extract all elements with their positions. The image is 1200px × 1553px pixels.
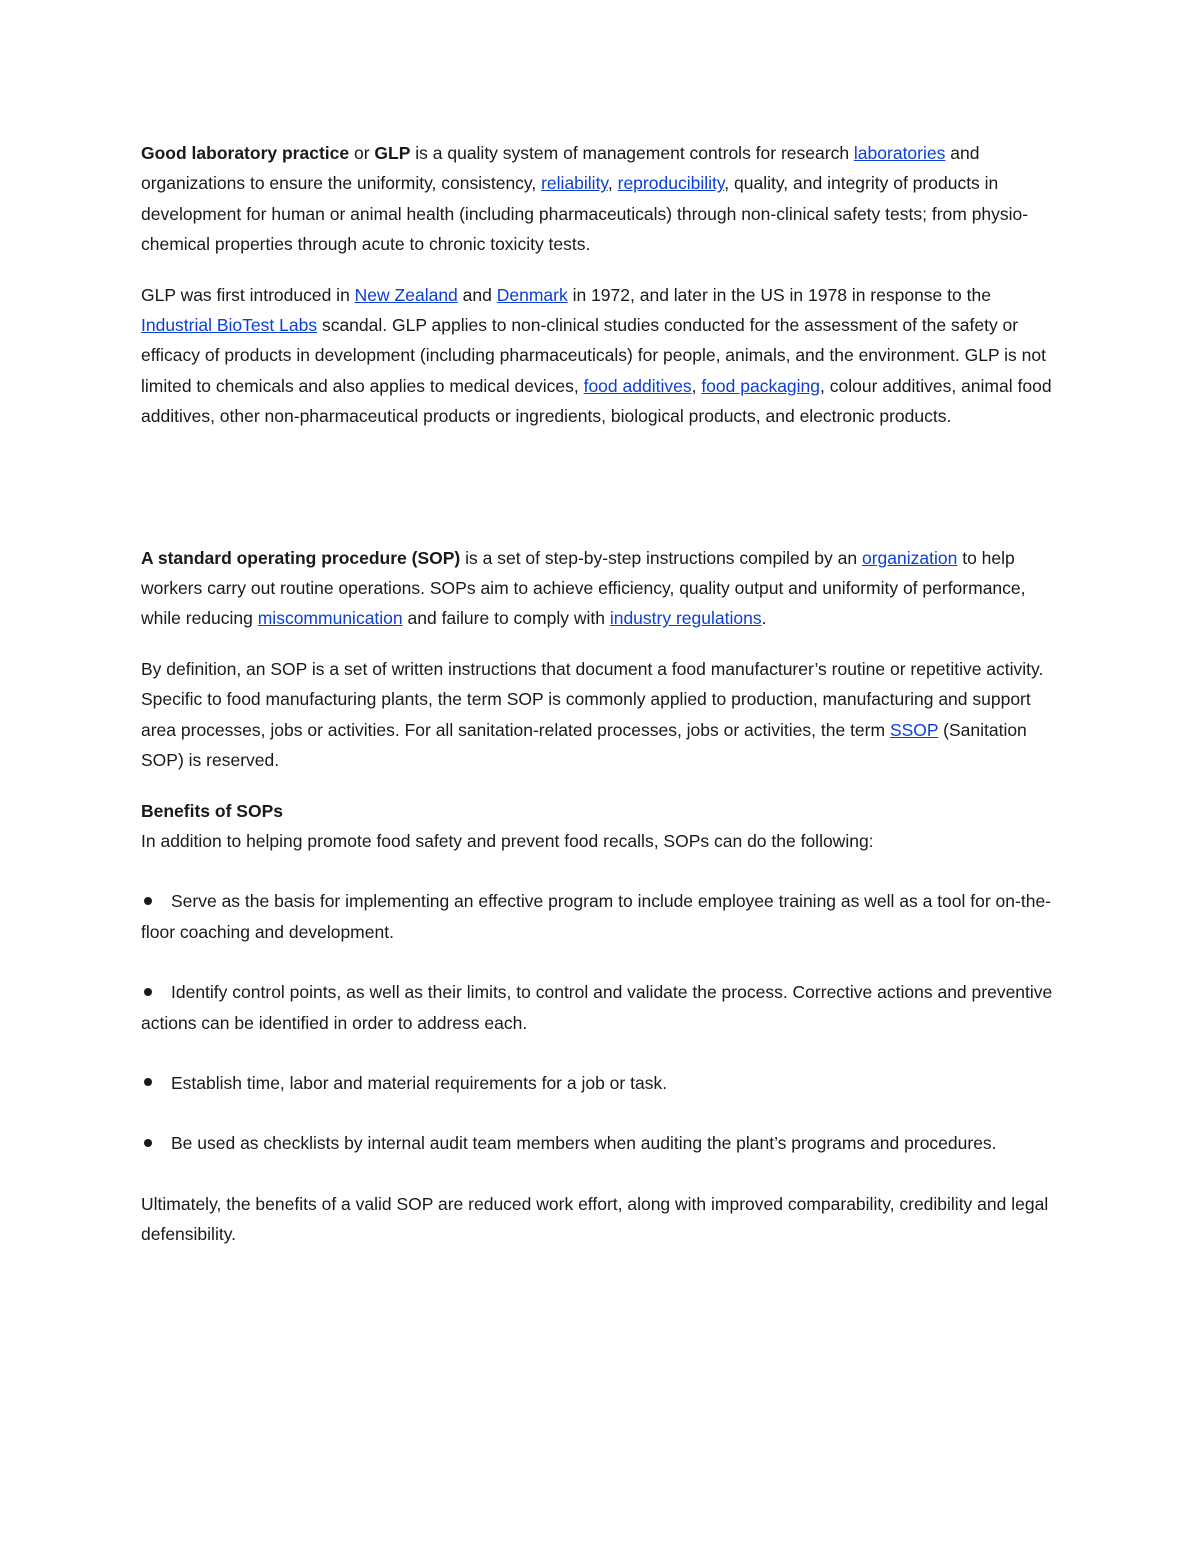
section-spacer [141, 432, 1061, 543]
link-organization[interactable]: organization [861, 547, 958, 568]
benefits-intro: In addition to helping promote food safety and prevent food recalls, SOPs can do the following: [141, 830, 874, 851]
list-item: Establish time, labor and material requirements for a job or task. [141, 1068, 1061, 1098]
list-item: Identify control points, as well as their limits, to control and validate the process. Corrective actions and preventive actions can be identified in order to address each. [141, 982, 1053, 1033]
sop-term: A standard operating procedure (SOP) [141, 547, 461, 568]
bullet-icon [144, 897, 152, 905]
link-food-packaging[interactable]: food packaging [701, 375, 821, 396]
bullet-icon [144, 1078, 152, 1086]
document-page [141, 138, 1061, 1250]
glp-term: Good laboratory practice [141, 143, 350, 163]
link-reproducibility[interactable]: reproducibility [617, 173, 725, 194]
link-reliability[interactable]: reliability [541, 173, 608, 194]
link-new-zealand[interactable]: New Zealand [354, 284, 458, 305]
sop-paragraph-1: A standard operating procedure (SOP) is a set of step-by-step instructions compiled by an organization to help workers carry out routine operations. SOPs aim to achieve efficiency, quality output and uniformity of performance, while reducing miscommunication and failure to comply with industry regulations. [141, 547, 1026, 629]
closing-paragraph: Ultimately, the benefits of a valid SOP are reduced work effort, along with improved comparability, credibility and legal defensibility. [141, 1193, 1049, 1245]
bullet-icon [144, 988, 152, 996]
benefits-list [141, 886, 1061, 1158]
bullet-icon [144, 1139, 152, 1147]
link-laboratories[interactable]: laboratories [853, 143, 946, 163]
link-miscommunication[interactable]: miscommunication [257, 608, 403, 629]
sop-paragraph-2: By definition, an SOP is a set of written instructions that document a food manufacturer’s routine or repetitive activity. Specific to food manufacturing plants, the term SOP is commonly applied to production, manufacturing and support area processes, jobs or activities. For all sanitation-related processes, jobs or activities, the term SSOP (Sanitation SOP) is reserved. [141, 658, 1044, 771]
link-food-additives[interactable]: food additives [583, 375, 692, 396]
glp-abbr: GLP [374, 143, 411, 163]
benefits-heading: Benefits of SOPs [141, 800, 283, 821]
glp-paragraph-2: GLP was first introduced in New Zealand and Denmark in 1972, and later in the US in 1978 in response to the Industrial BioTest Labs scandal. GLP applies to non-clinical studies conducted for the assessment of the safety or efficacy of products in development (including pharmaceuticals) for people, animals, and the environment. GLP is not limited to chemicals and also applies to medical devices, food additives, food packaging, colour additives, animal food additives, other non-pharmaceutical products or ingredients, biological products, and electronic products. [141, 284, 1052, 427]
link-denmark[interactable]: Denmark [496, 284, 568, 305]
list-item: Serve as the basis for implementing an effective program to include employee training as well as a tool for on-the-floor coaching and development. [141, 891, 1051, 942]
link-industry-regulations[interactable]: industry regulations [609, 608, 762, 629]
list-item: Be used as checklists by internal audit team members when auditing the plant’s programs and procedures. [141, 1128, 1061, 1158]
link-ssop[interactable]: SSOP [889, 719, 939, 740]
glp-paragraph-1: Good laboratory practice or GLP is a quality system of management controls for research laboratories and organizations to ensure the uniformity, consistency, reliability, reproducibility, quality, and integrity of products in development for human or animal health (including pharmaceuticals) through non-clinical safety tests; from physio-chemical properties through acute to chronic toxicity tests. [141, 143, 1029, 255]
link-industrial-biotest-labs[interactable]: Industrial BioTest Labs [141, 315, 318, 336]
